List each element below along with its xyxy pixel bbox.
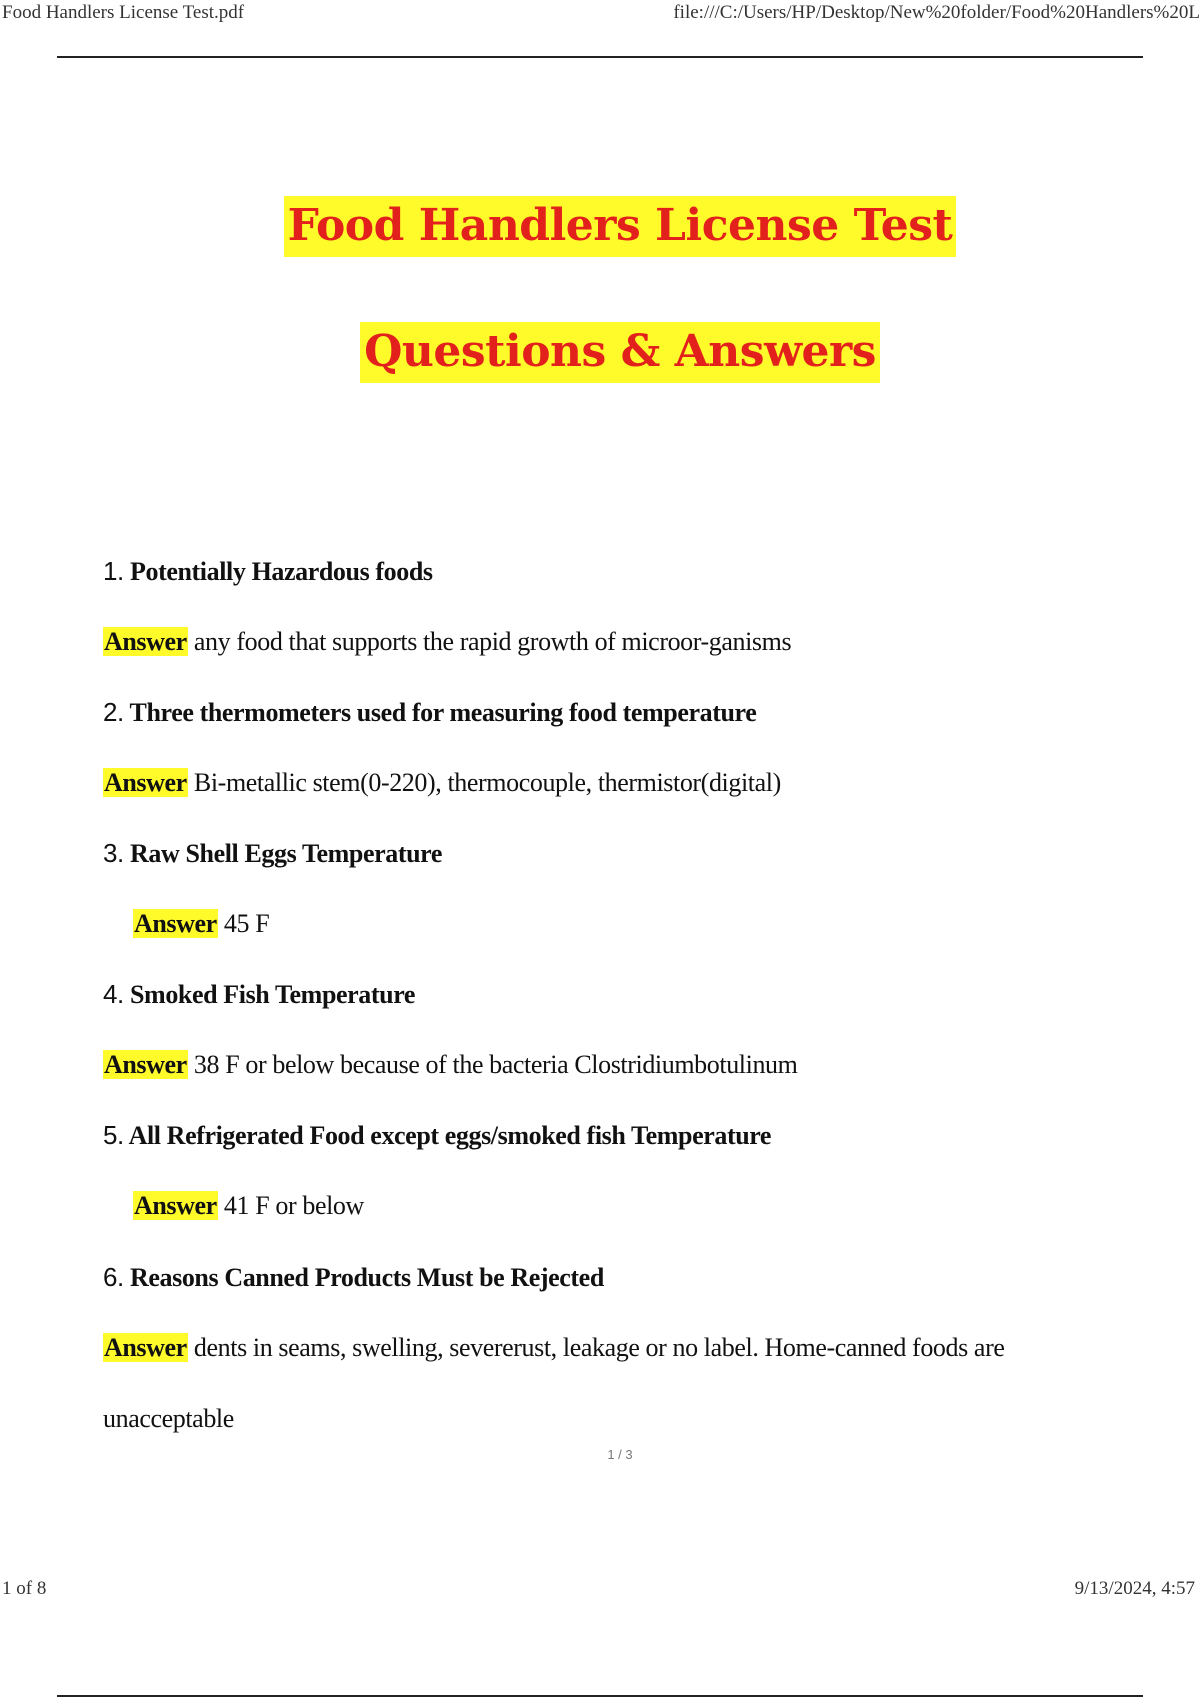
page-indicator: 1 / 3 — [607, 1447, 633, 1462]
question-3 — [103, 838, 442, 869]
question-4 — [103, 979, 415, 1010]
answer-5 — [133, 1191, 364, 1221]
answer-4 — [103, 1050, 797, 1080]
answer-text: Bi-metallic stem(0-220), thermocouple, thermistor(digital) — [193, 768, 781, 797]
answer-text: unacceptable — [103, 1404, 234, 1433]
question-5 — [103, 1120, 771, 1151]
answer-label: Answer — [104, 1333, 187, 1362]
answer-1 — [103, 627, 791, 657]
header-divider — [57, 56, 1143, 58]
print-footer-timestamp: 9/13/2024, 4:57 — [1074, 1578, 1195, 1599]
question-number: 2. — [103, 697, 124, 727]
title-line-1: Food Handlers License Test — [284, 196, 957, 257]
answer-label: Answer — [104, 627, 187, 656]
answer-6 — [103, 1333, 1004, 1363]
document-subtitle — [0, 326, 1200, 377]
question-number: 3. — [103, 838, 124, 868]
answer-label: Answer — [134, 909, 217, 938]
footer-divider — [57, 1695, 1143, 1697]
answer-2 — [103, 768, 781, 798]
answer-text: 38 F or below because of the bacteria Clostridiumbotulinum — [193, 1050, 798, 1079]
print-header-title: Food Handlers License Test.pdf — [2, 2, 245, 23]
answer-label: Answer — [104, 1050, 187, 1079]
answer-3 — [133, 909, 269, 939]
question-text: Raw Shell Eggs Temperature — [130, 839, 442, 868]
question-text: Three thermometers used for measuring food temperature — [129, 698, 757, 727]
question-2 — [103, 697, 756, 728]
question-text: Smoked Fish Temperature — [130, 980, 416, 1009]
print-header-url: file:///C:/Users/HP/Desktop/New%20folder/Food%20Handlers%20L — [673, 2, 1200, 23]
print-footer-page-count: 1 of 8 — [2, 1578, 47, 1599]
question-number: 1. — [103, 556, 124, 586]
question-text: Potentially Hazardous foods — [130, 557, 433, 586]
question-number: 4. — [103, 979, 124, 1009]
question-number: 6. — [103, 1262, 124, 1292]
answer-text: any food that supports the rapid growth of microor-ganisms — [193, 627, 792, 656]
question-text: All Refrigerated Food except eggs/smoked fish Temperature — [128, 1121, 772, 1150]
question-text: Reasons Canned Products Must be Rejected — [130, 1263, 604, 1292]
title-line-2: Questions & Answers — [360, 322, 880, 383]
answer-label: Answer — [104, 768, 187, 797]
answer-text: dents in seams, swelling, severerust, leakage or no label. Home-canned foods are — [193, 1333, 1005, 1362]
answer-label: Answer — [134, 1191, 217, 1220]
question-number: 5. — [103, 1120, 124, 1150]
answer-text: 45 F — [223, 909, 270, 938]
question-1 — [103, 556, 433, 587]
question-6 — [103, 1262, 604, 1293]
document-title — [0, 200, 1200, 251]
answer-text: 41 F or below — [223, 1191, 364, 1220]
answer-6-continuation — [103, 1404, 234, 1434]
